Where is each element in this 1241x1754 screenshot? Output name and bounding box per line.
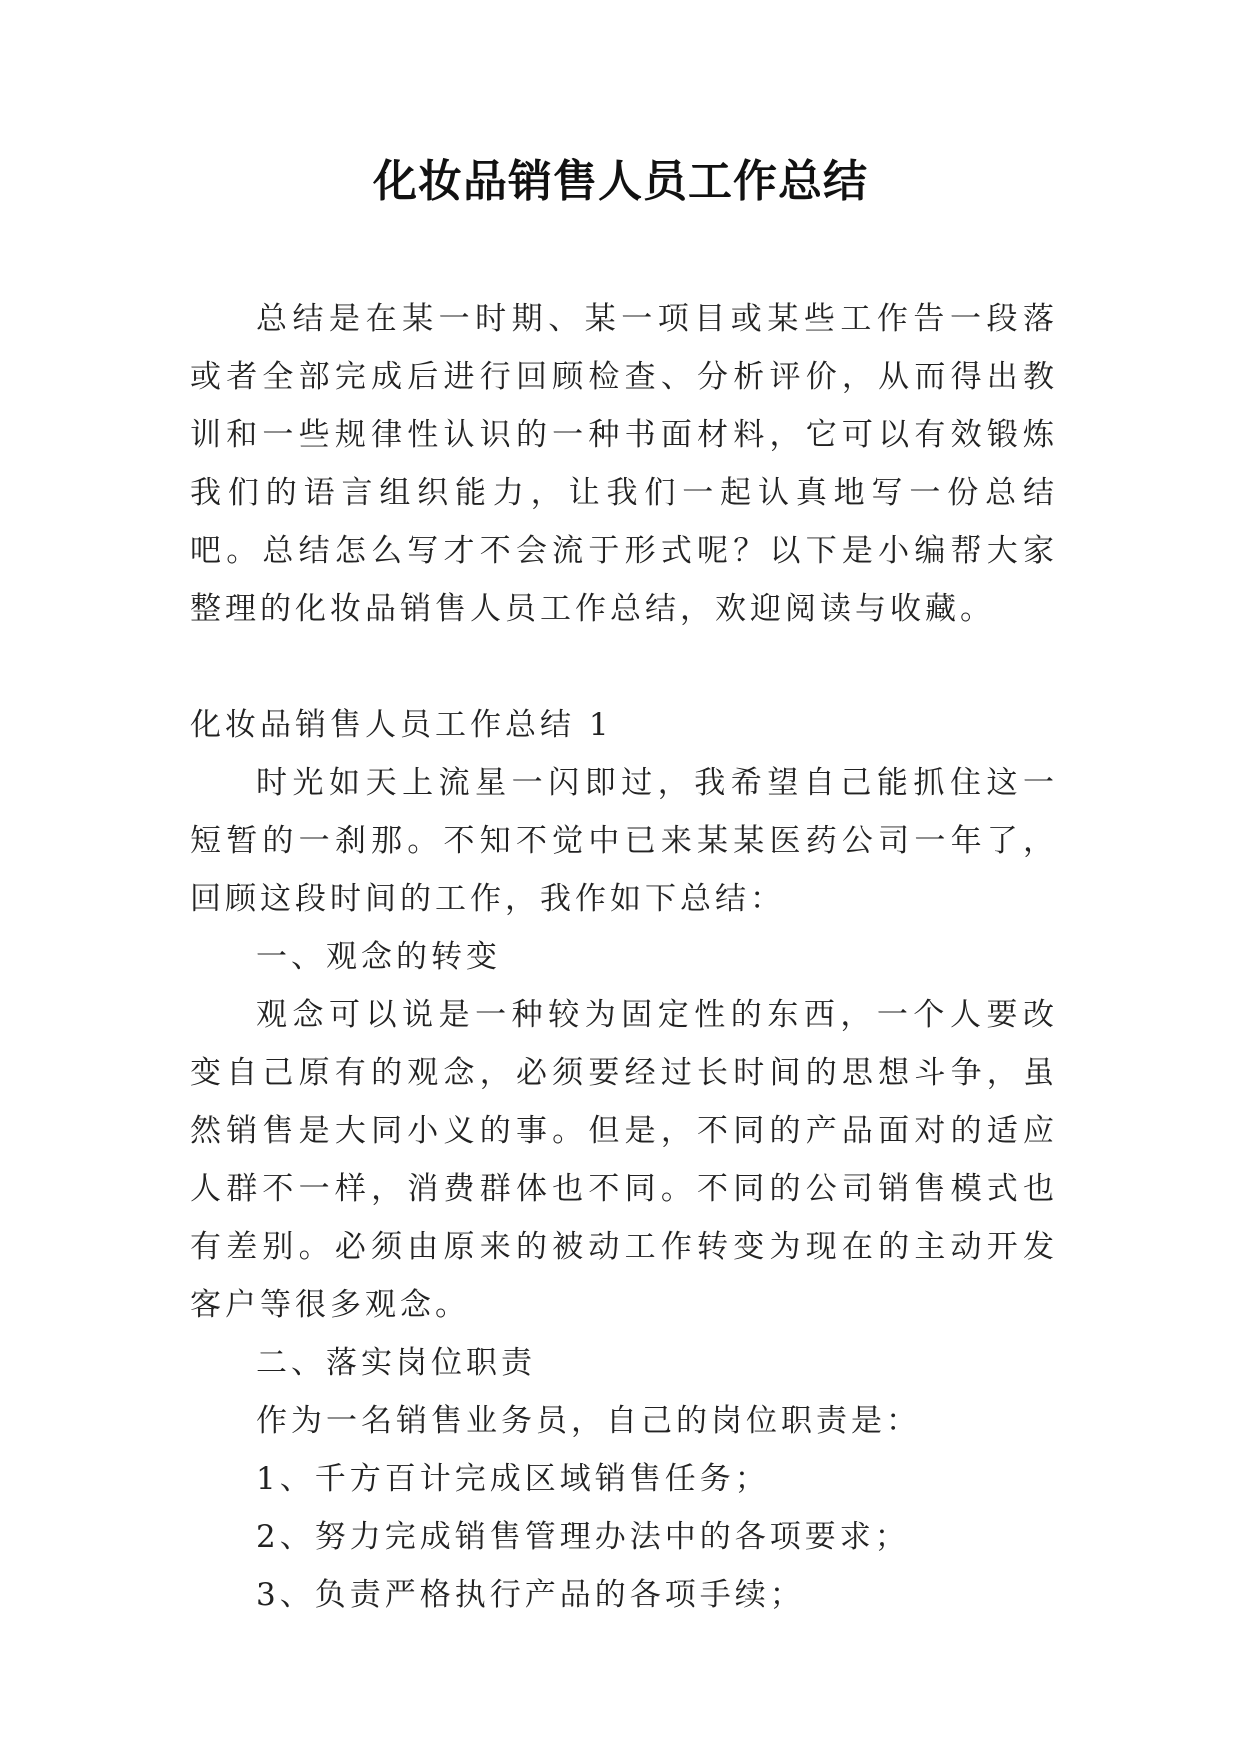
subheading-concept-change: 一、观念的转变 (256, 939, 501, 975)
document-title: 化妆品销售人员工作总结 (373, 156, 868, 207)
paragraph-2: 观念可以说是一种较为固定性的东西，一个人要改变自己原有的观念，必须要经过长时间的思想斗争，虽然销售是大同小义的事。但是，不同的产品面对的适应人群不一样，消费群体也不同。不同的公司销售模式也有差别。必须由原来的被动工作转变为现在的主动开发客户等很多观念。 (190, 997, 1058, 1323)
subheading-job-duties: 二、落实岗位职责 (256, 1345, 536, 1381)
paragraph-1: 时光如天上流星一闪即过，我希望自己能抓住这一短暂的一刹那。不知不觉中已来某某医药公司一年了，回顾这段时间的工作，我作如下总结： (190, 765, 1058, 917)
intro-paragraph: 总结是在某一时期、某一项目或某些工作告一段落或者全部完成后进行回顾检查、分析评价，从而得出教训和一些规律性认识的一种书面材料，它可以有效锻炼我们的语言组织能力，让我们一起认真地写一份总结吧。总结怎么写才不会流于形式呢？以下是小编帮大家整理的化妆品销售人员工作总结，欢迎阅读与收藏。 (190, 301, 1058, 627)
section-heading: 化妆品销售人员工作总结 1 (190, 707, 613, 743)
list-item: 1、千方百计完成区域销售任务； (256, 1461, 770, 1497)
document-body (190, 290, 1058, 1624)
list-item: 2、努力完成销售管理办法中的各项要求； (256, 1519, 910, 1555)
list-item: 3、负责严格执行产品的各项手续； (256, 1577, 805, 1613)
paragraph-3: 作为一名销售业务员，自己的岗位职责是： (256, 1403, 921, 1439)
